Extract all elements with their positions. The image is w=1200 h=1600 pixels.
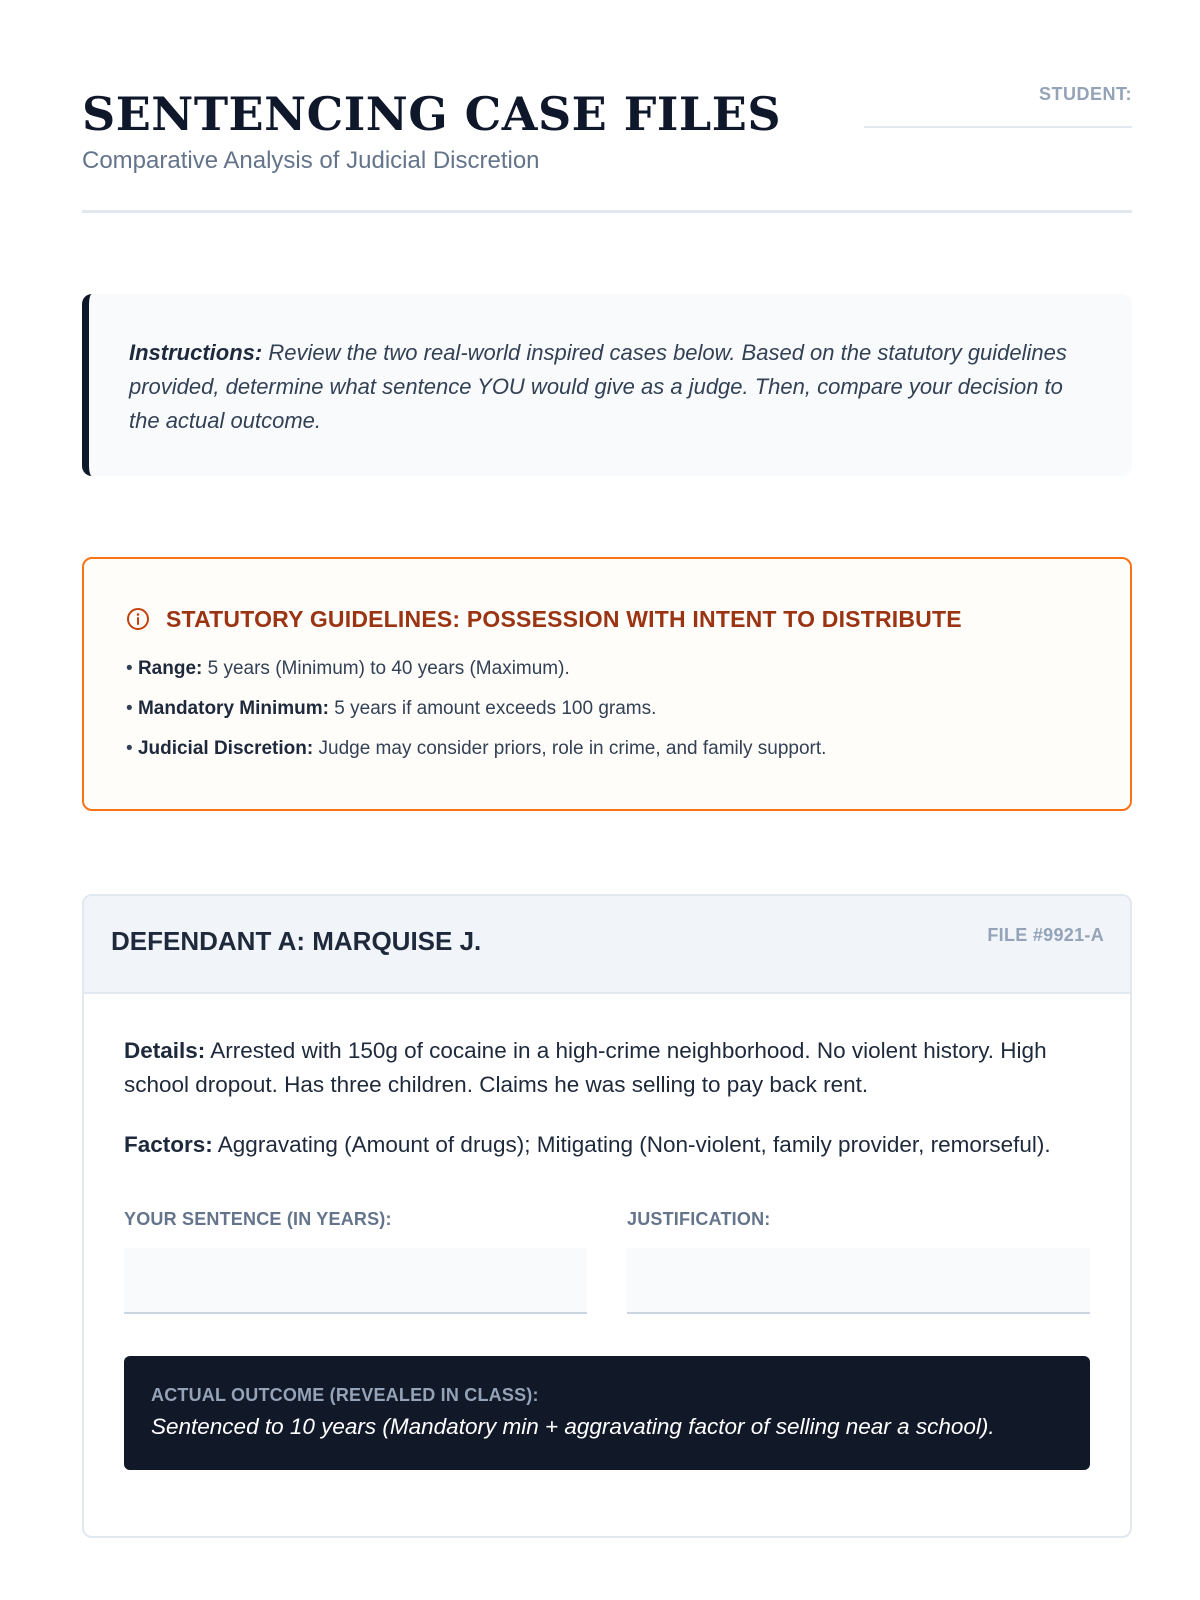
guideline-text: Judge may consider priors, role in crime, and family support. bbox=[313, 738, 827, 759]
justification-input[interactable] bbox=[627, 1248, 1090, 1314]
statutory-guidelines-box bbox=[82, 557, 1132, 811]
page-subtitle: Comparative Analysis of Judicial Discretion bbox=[82, 147, 540, 174]
instructions-box bbox=[82, 294, 1132, 476]
justification-field bbox=[627, 1208, 1090, 1314]
sentence-input[interactable] bbox=[124, 1248, 587, 1314]
case-body bbox=[84, 994, 1130, 1470]
guideline-label: Mandatory Minimum: bbox=[137, 698, 329, 719]
instructions-text: Review the two real-world inspired cases below. Based on the statutory guidelines provided, determine what sentence YOU would give as a judge. Then, compare your decision to the actual outcome. bbox=[129, 340, 1067, 433]
factors-text: Aggravating (Amount of drugs); Mitigating (Non-violent, family provider, remorseful). bbox=[212, 1132, 1051, 1157]
info-circle-icon bbox=[126, 607, 150, 631]
guideline-item-mandatory-minimum bbox=[126, 697, 1090, 721]
factors-label: Factors: bbox=[124, 1132, 213, 1157]
outcome-label: ACTUAL OUTCOME (REVEALED IN CLASS): bbox=[151, 1385, 539, 1405]
guideline-text: 5 years if amount exceeds 100 grams. bbox=[329, 698, 657, 719]
guidelines-header bbox=[126, 603, 1090, 635]
guideline-item-range bbox=[126, 657, 1090, 681]
page-title: SENTENCING CASE FILES bbox=[82, 87, 782, 141]
sentence-label: YOUR SENTENCE (IN YEARS): bbox=[124, 1209, 392, 1229]
response-fields bbox=[124, 1208, 1090, 1314]
justification-label: JUSTIFICATION: bbox=[627, 1209, 771, 1229]
student-label: STUDENT: bbox=[1039, 84, 1132, 104]
guideline-text: 5 years (Minimum) to 40 years (Maximum). bbox=[202, 658, 570, 679]
outcome-text: Sentenced to 10 years (Mandatory min + aggravating factor of selling near a school). bbox=[151, 1414, 995, 1439]
student-name-block bbox=[864, 82, 1132, 128]
page-header bbox=[82, 0, 1132, 213]
case-card-defendant-a bbox=[82, 894, 1132, 1538]
case-title: DEFENDANT A: MARQUISE J. bbox=[111, 926, 482, 956]
bullet: • bbox=[126, 738, 133, 759]
bullet: • bbox=[126, 698, 133, 719]
case-details bbox=[124, 1034, 1090, 1102]
actual-outcome-box bbox=[124, 1356, 1090, 1470]
worksheet-page bbox=[82, 0, 1132, 1439]
guidelines-list bbox=[126, 657, 1090, 761]
instructions-lead: Instructions: bbox=[129, 340, 263, 365]
bullet: • bbox=[126, 658, 133, 679]
sentence-field bbox=[124, 1208, 587, 1314]
case-file-number: FILE #9921-A bbox=[987, 925, 1104, 945]
student-name-line[interactable] bbox=[864, 126, 1132, 128]
case-header bbox=[84, 896, 1130, 994]
details-label: Details: bbox=[124, 1038, 206, 1063]
guideline-label: Judicial Discretion: bbox=[137, 738, 314, 759]
guideline-label: Range: bbox=[137, 658, 203, 679]
details-text: Arrested with 150g of cocaine in a high-crime neighborhood. No violent history. High school dropout. Has three children. Claims he was selling to pay back rent. bbox=[124, 1038, 1047, 1097]
case-factors bbox=[124, 1128, 1090, 1162]
guidelines-title: STATUTORY GUIDELINES: POSSESSION WITH INTENT TO DISTRIBUTE bbox=[166, 605, 962, 632]
guideline-item-judicial-discretion bbox=[126, 737, 1090, 761]
